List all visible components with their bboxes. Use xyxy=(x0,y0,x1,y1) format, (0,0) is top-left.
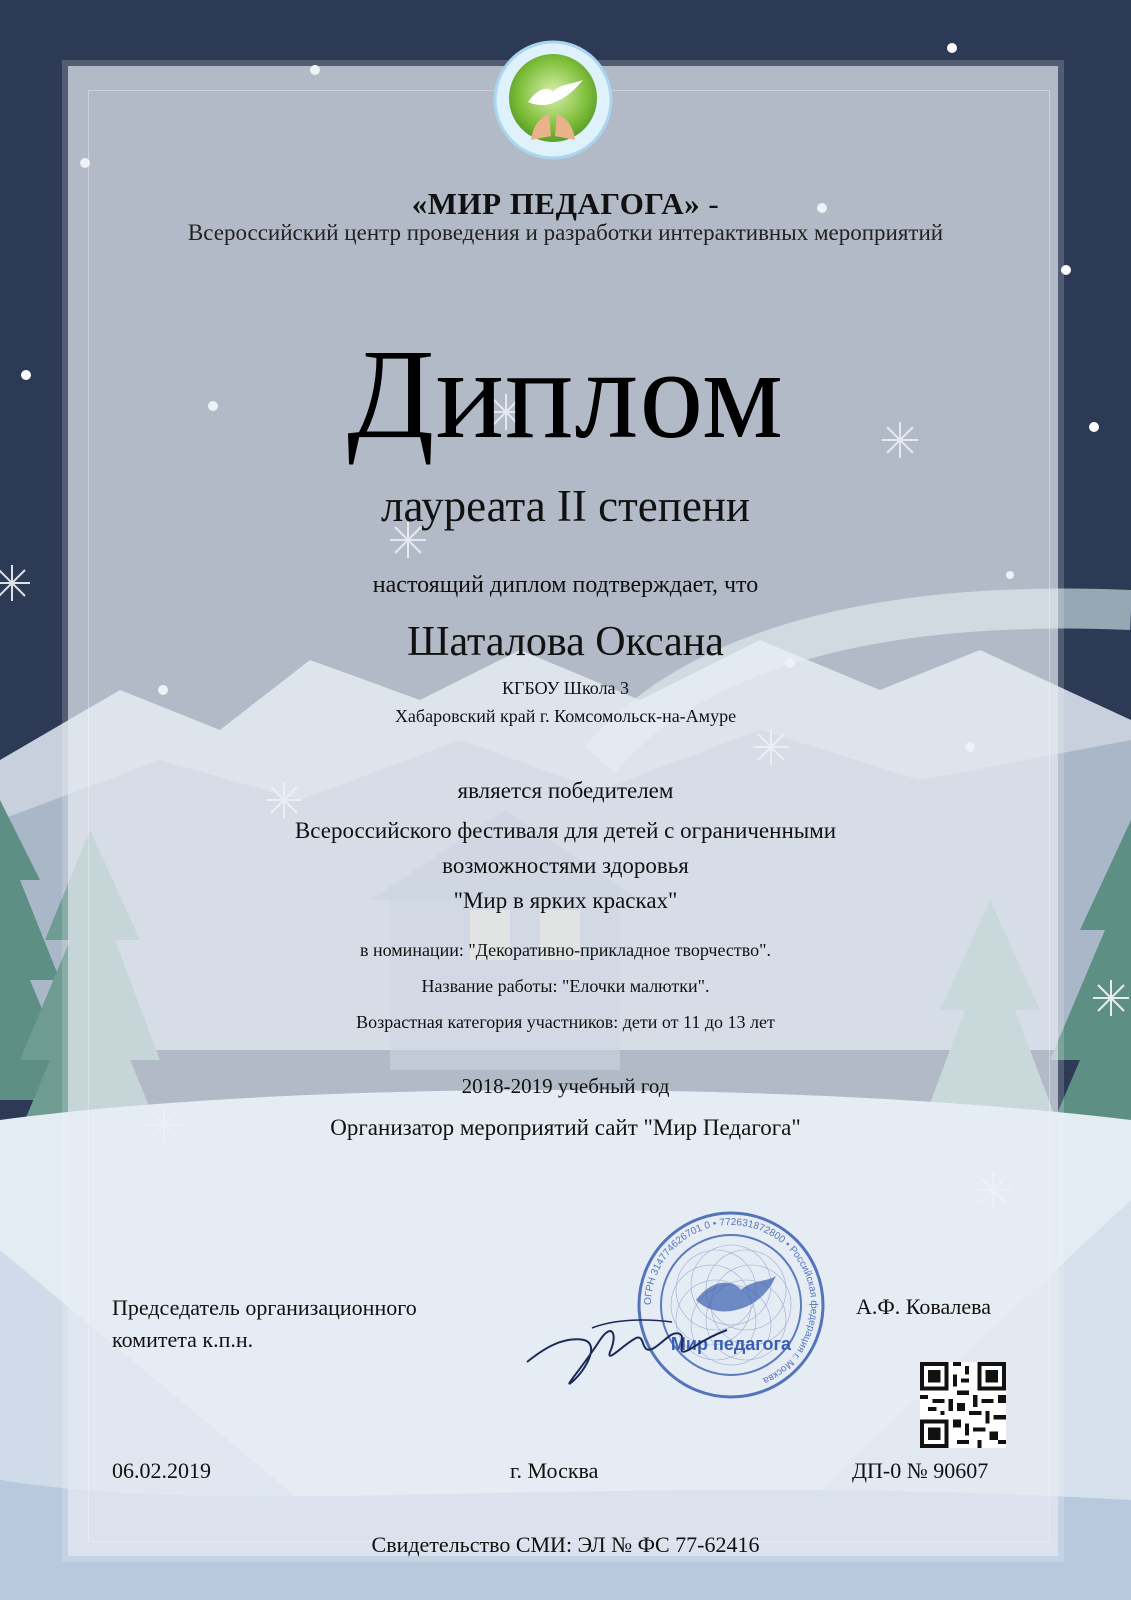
org-title-name: «МИР ПЕДАГОГА» xyxy=(411,186,701,221)
event-name-line-3: "Мир в ярких красках" xyxy=(453,888,678,913)
document-number: ДП-0 № 90607 xyxy=(852,1458,989,1483)
org-title xyxy=(0,186,1131,222)
org-subtitle: Всероссийский центр проведения и разработки интерактивных мероприятий xyxy=(187,220,944,245)
school-year: 2018-2019 учебный год xyxy=(461,1074,670,1098)
recipient-region: Хабаровский край г. Комсомольск-на-Амуре xyxy=(394,706,737,726)
chair-title-line-1: Председатель организационного xyxy=(112,1295,417,1320)
media-certificate: Свидетельство СМИ: ЭЛ № ФС 77-62416 xyxy=(371,1532,760,1557)
age-category: Возрастная категория участников: дети от 11 до 13 лет xyxy=(356,1012,775,1032)
nomination: в номинации: "Декоративно-прикладное творчество". xyxy=(360,940,771,960)
qr-code xyxy=(920,1362,1006,1448)
stamp-center-text: Мир педагога xyxy=(670,1334,792,1354)
recipient-school: КГБОУ Школа 3 xyxy=(501,678,630,698)
event-name-line-2: возможностями здоровья xyxy=(442,853,689,878)
winner-text: является победителем xyxy=(457,778,674,803)
organizer: Организатор мероприятий сайт "Мир Педагога" xyxy=(330,1115,801,1140)
mir-pedagoga-logo xyxy=(493,40,613,160)
recipient-name: Шаталова Оксана xyxy=(407,619,724,665)
diploma-degree: лауреата II степени xyxy=(381,481,750,531)
issue-date: 06.02.2019 xyxy=(112,1458,211,1483)
work-title: Название работы: "Елочки малютки". xyxy=(421,976,710,996)
signature xyxy=(522,1300,732,1400)
diploma-title: Диплом xyxy=(347,323,784,465)
issue-city: г. Москва xyxy=(510,1458,599,1483)
chair-title-line-2: комитета к.п.н. xyxy=(112,1327,254,1352)
stamp-ring-text: ОГРН 314774626701 0 • 772631872800 • Российская федерация г. Москва xyxy=(642,1216,820,1386)
signer-name: А.Ф. Ковалева xyxy=(856,1294,992,1319)
org-title-dash: - xyxy=(700,186,720,221)
event-name-line-1: Всероссийского фестиваля для детей с ограниченными xyxy=(294,818,837,843)
chair-title xyxy=(112,1292,532,1356)
confirm-text: настоящий диплом подтверждает, что xyxy=(372,572,759,598)
